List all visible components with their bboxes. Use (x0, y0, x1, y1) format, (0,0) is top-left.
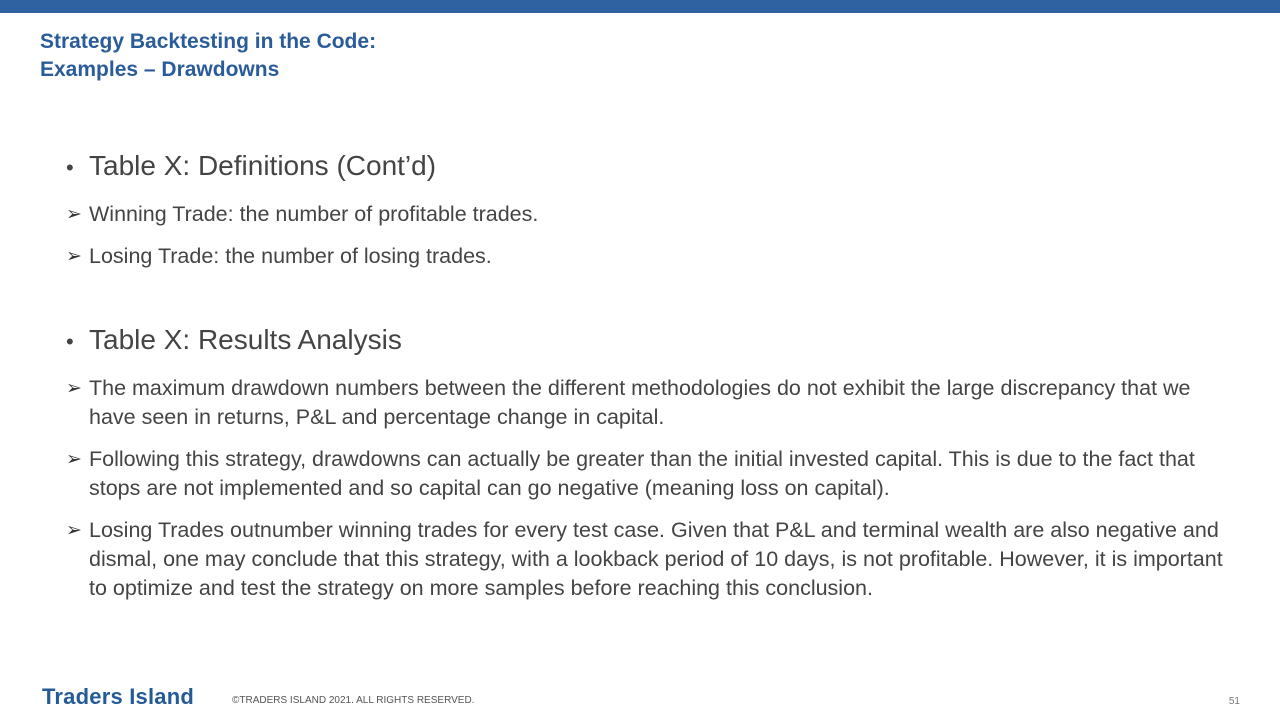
list-item-text: Winning Trade: the number of profitable trades. (89, 202, 539, 226)
section-heading-text: Table X: Definitions (Cont’d) (89, 150, 437, 181)
list-item-text: Following this strategy, drawdowns can actually be greater than the initial invested capital. This is due to the fact that stops are not implemented and so capital can go negative (meaning loss on capital). (89, 447, 1195, 500)
slide-title (40, 28, 376, 84)
slide-title-line-2: Examples – Drawdowns (40, 58, 280, 81)
list-item (66, 374, 1224, 432)
top-accent-bar (0, 0, 1280, 13)
slide-title-line-1: Strategy Backtesting in the Code: (40, 30, 377, 53)
list-item-text: The maximum drawdown numbers between the different methodologies do not exhibit the large discrepancy that we have seen in returns, P&L and percentage change in capital. (89, 376, 1191, 429)
section-heading-results (66, 324, 402, 356)
list-item-text: Losing Trades outnumber winning trades for every test case. Given that P&L and terminal wealth are also negative and dismal, one may conclude that this strategy, with a lookback period of 10 days, is not profitable. However, it is important to optimize and test the strategy on more samples before reaching this conclusion. (89, 518, 1223, 600)
bullet-dot-icon: • (66, 329, 74, 354)
traders-island-logo: Traders Island (42, 684, 194, 709)
list-item (66, 200, 1224, 229)
arrow-bullet-icon: ➢ (66, 377, 82, 399)
arrow-bullet-icon: ➢ (66, 448, 82, 470)
copyright-notice: ©TRADERS ISLAND 2021. ALL RIGHTS RESERVED. (232, 695, 475, 706)
bullet-dot-icon: • (66, 155, 74, 180)
arrow-bullet-icon: ➢ (66, 519, 82, 541)
page-number: 51 (1228, 696, 1240, 707)
list-item (66, 242, 1224, 271)
section-heading-text: Table X: Results Analysis (89, 324, 402, 355)
list-item (66, 445, 1224, 503)
arrow-bullet-icon: ➢ (66, 203, 82, 225)
arrow-bullet-icon: ➢ (66, 245, 82, 267)
section-heading-definitions (66, 150, 436, 182)
list-item (66, 516, 1224, 603)
list-item-text: Losing Trade: the number of losing trades. (89, 244, 492, 268)
